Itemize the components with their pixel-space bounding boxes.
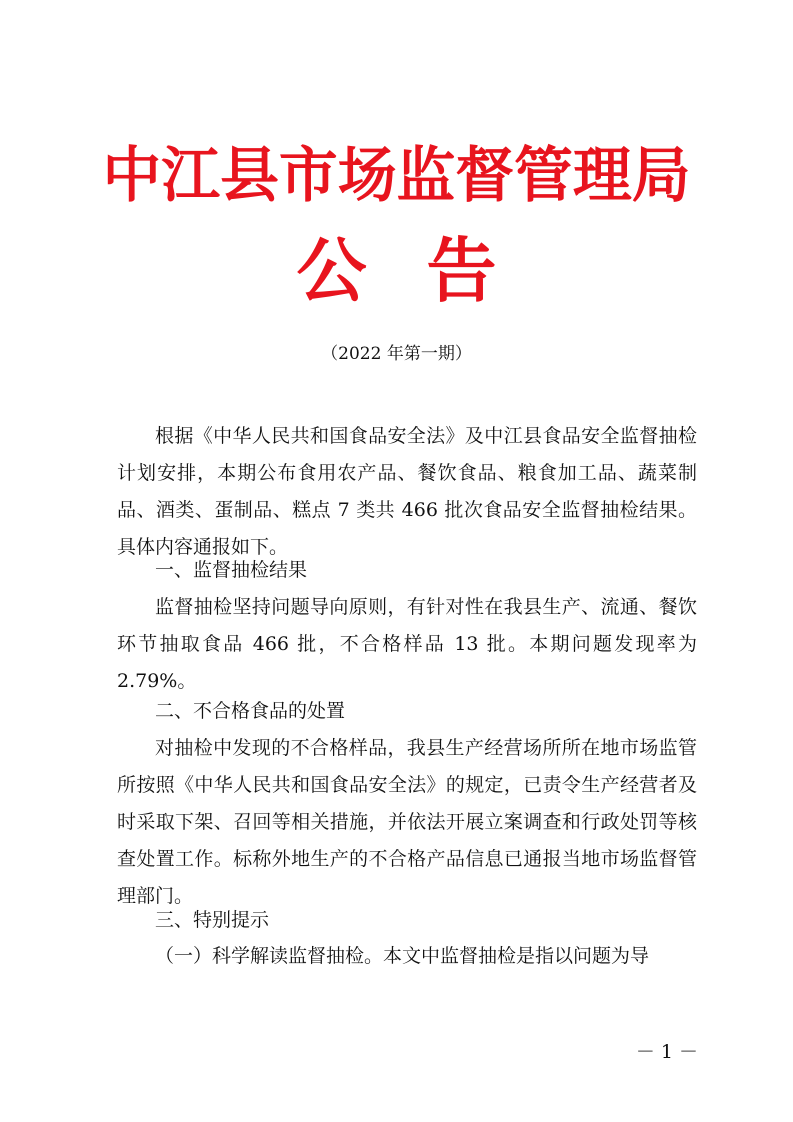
section-heading-results: 一、监督抽检结果: [155, 559, 308, 581]
masthead-title: [0, 228, 793, 314]
masthead-agency: 中江县市场监督管理局: [102, 141, 691, 211]
section-heading-disposal: 二、不合格食品的处置: [155, 700, 346, 722]
page-number: － 1 －: [635, 1041, 698, 1063]
issue-number: （2022 年第一期）: [321, 344, 472, 364]
intro-paragraph: 根据《中华人民共和国食品安全法》及中江县食品安全监督抽检计划安排，本期公布食用农产品、餐饮食品、粮食加工品、蔬菜制品、酒类、蛋制品、糕点 7 类共 466 批次食品安全监督抽检结果。具体内容通报如下。: [117, 425, 697, 558]
section-heading-tips: 三、特别提示: [155, 909, 270, 931]
section-paragraph-results: 监督抽检坚持问题导向原则，有针对性在我县生产、流通、餐饮环节抽取食品 466 批，不合格样品 13 批。本期问题发现率为 2.79%。: [117, 596, 697, 692]
title-char-2: 告: [426, 230, 497, 312]
section-paragraph-disposal: 对抽检中发现的不合格样品，我县生产经营场所所在地市场监管所按照《中华人民共和国食品安全法》的规定，已责令生产经营者及时采取下架、召回等相关措施，并依法开展立案调查和行政处罚等核查处置工作。标称外地生产的不合格产品信息已通报当地市场监督管理部门。: [117, 737, 697, 907]
title-char-1: 公: [296, 230, 367, 312]
section-paragraph-tips: （一）科学解读监督抽检。本文中监督抽检是指以问题为导: [155, 945, 650, 967]
